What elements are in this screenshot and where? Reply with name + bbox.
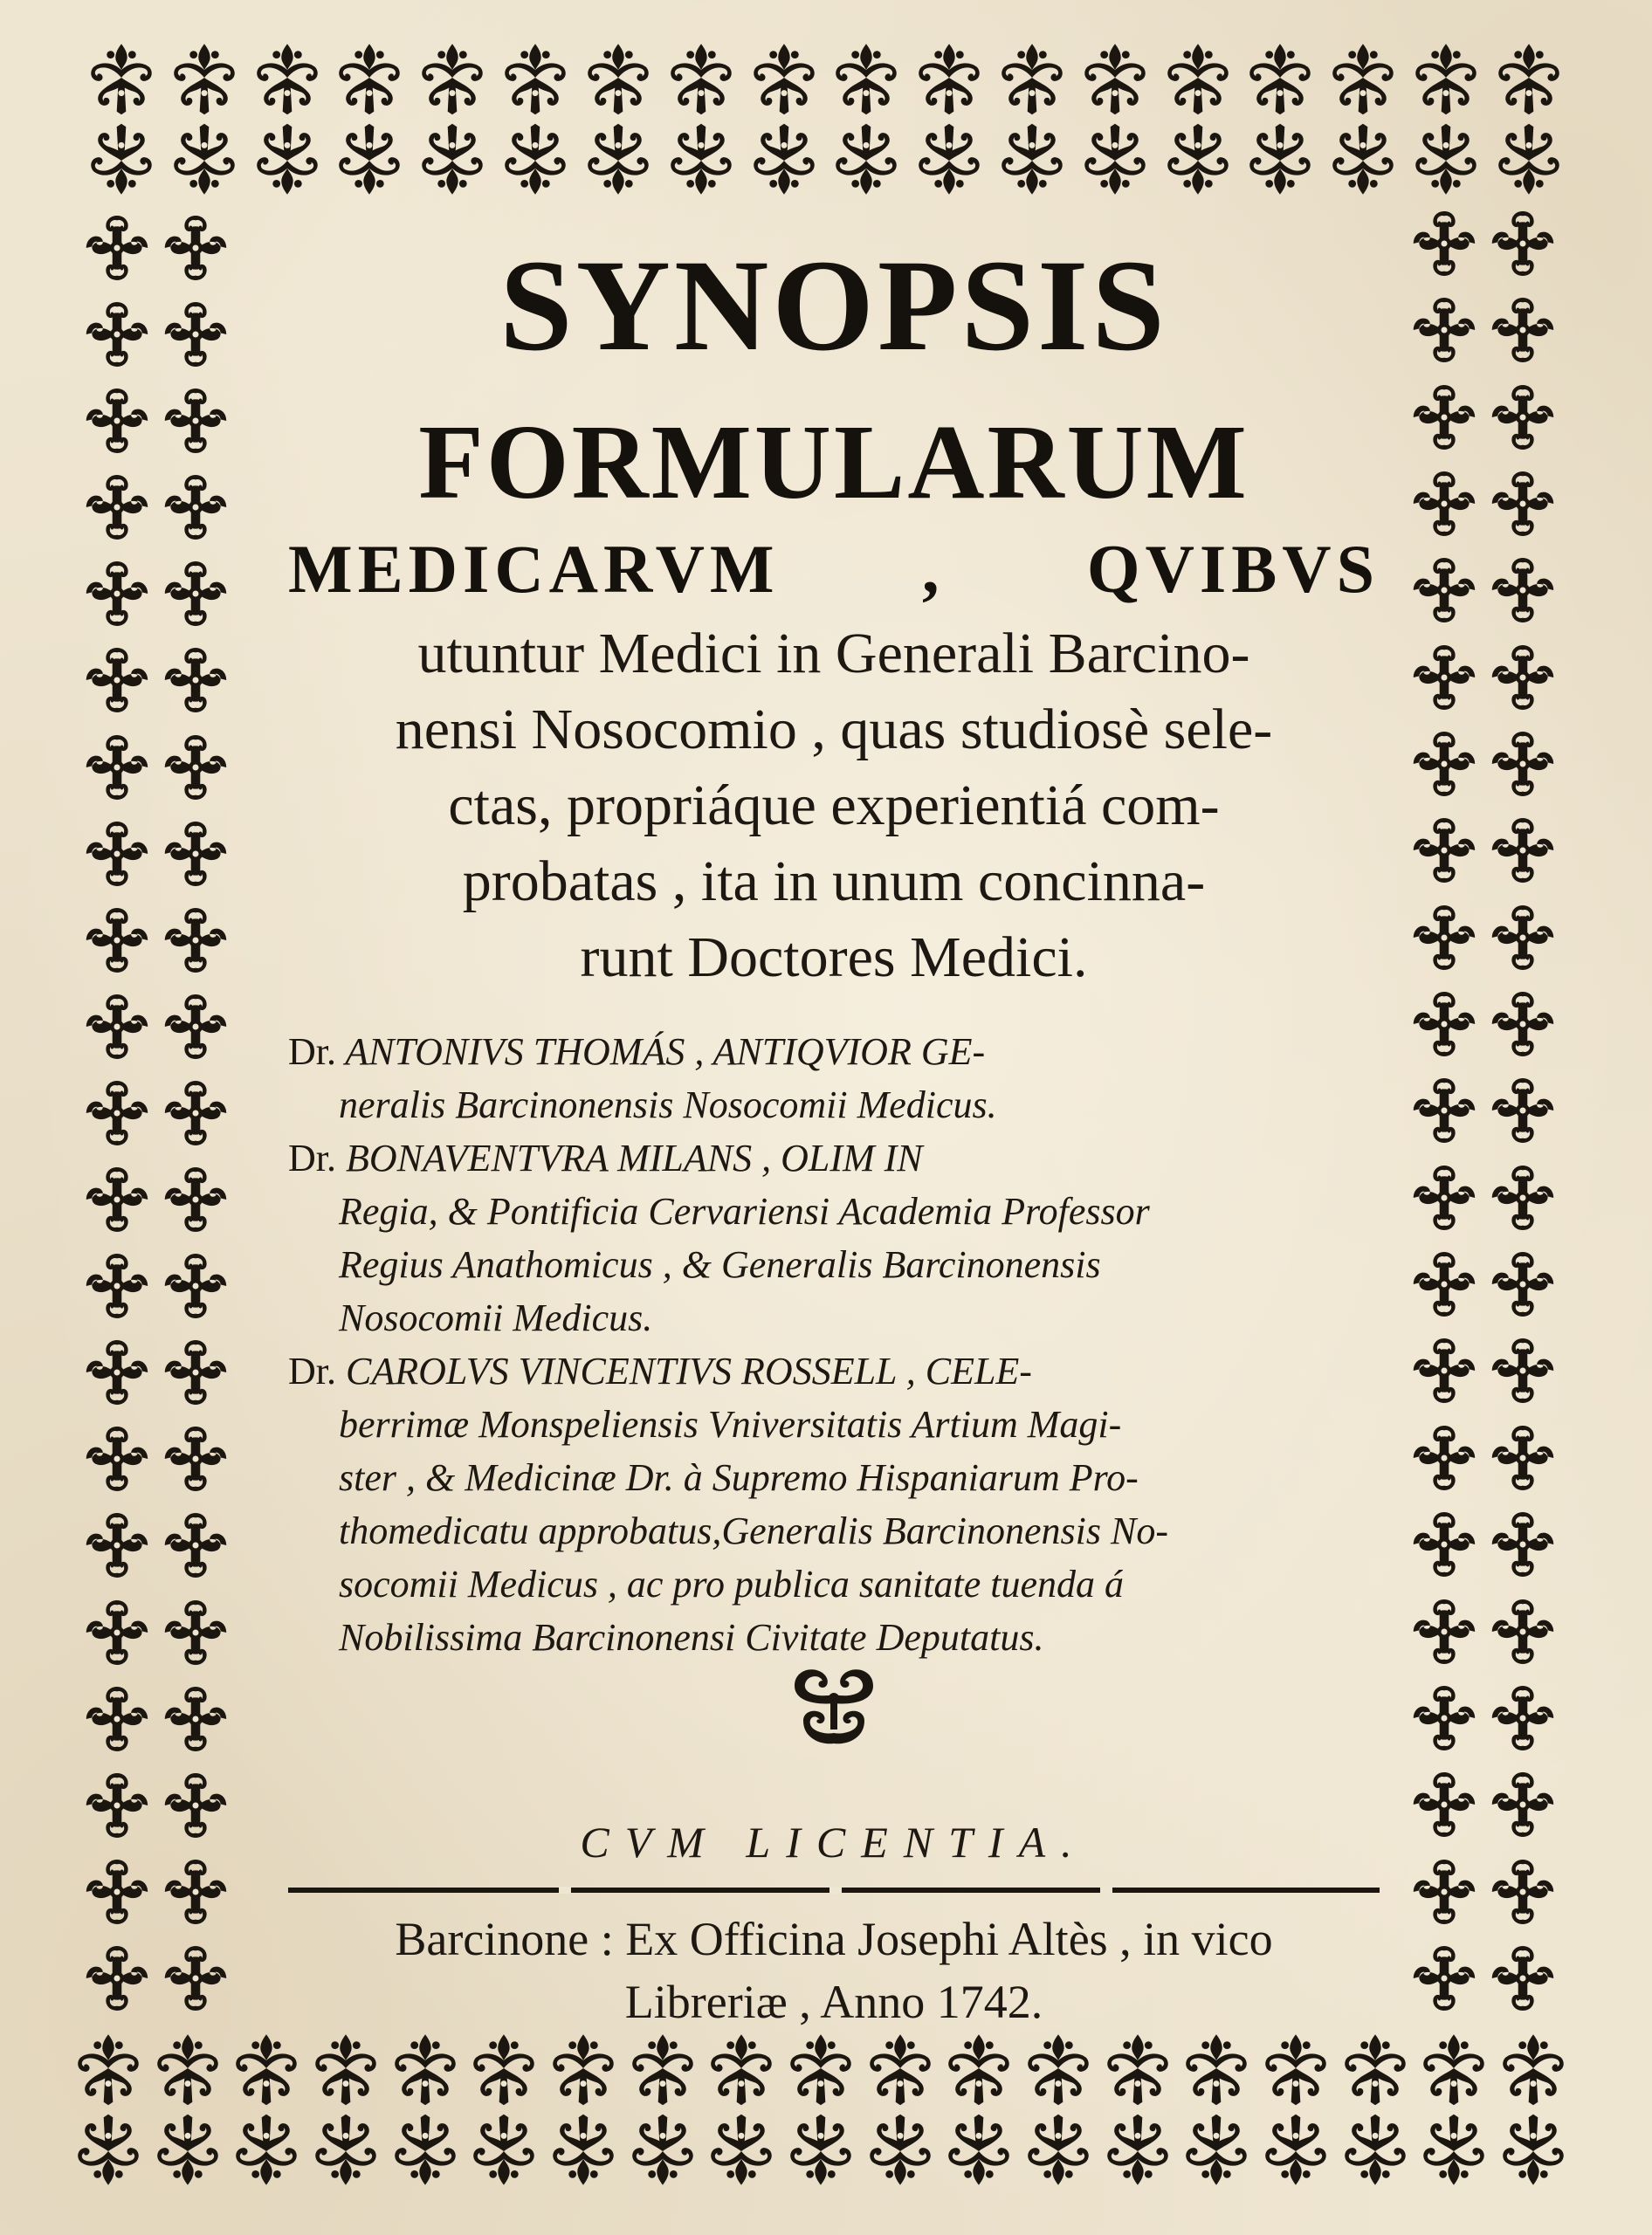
fleuron-icon [1415, 2113, 1492, 2190]
fleuron-icon [1337, 2113, 1414, 2190]
fleuron-icon [1257, 2030, 1334, 2107]
fleuron-icon [70, 2030, 147, 2107]
fleuron-icon [1408, 39, 1484, 116]
author-rossell [288, 1344, 1380, 1664]
scroll-ornament-icon [1484, 1246, 1561, 1323]
scroll-ornament-icon [1406, 726, 1483, 802]
scroll-ornament-icon [1484, 1159, 1561, 1236]
author-line: Regius Anathomicus , & Generalis Barcinonensis [339, 1243, 1101, 1286]
fleuron-icon [166, 122, 243, 199]
scroll-ornament-icon [79, 1767, 155, 1844]
scroll-ornament-icon [1484, 1766, 1561, 1843]
fleuron-icon [387, 2113, 464, 2190]
scroll-ornament-icon [1406, 1332, 1483, 1409]
border-right-col-1 [1406, 205, 1483, 2017]
border-bottom-row-1 [70, 2030, 1572, 2107]
scroll-ornament-icon [1406, 1766, 1483, 1843]
fleuron-icon [228, 2030, 305, 2107]
scroll-ornament-icon [1484, 465, 1561, 542]
scroll-ornament-icon [1484, 1332, 1561, 1409]
scroll-ornament-icon [79, 1334, 155, 1411]
fleuron-icon [1495, 2113, 1572, 2190]
scroll-ornament-icon [79, 1940, 155, 2017]
scroll-ornament-icon [1484, 552, 1561, 629]
tailpiece-ornament-icon [777, 1660, 891, 1756]
fleuron-icon [1408, 122, 1484, 199]
fleuron-icon [545, 2113, 622, 2190]
scroll-ornament-icon [157, 469, 234, 546]
fleuron-icon [994, 122, 1070, 199]
scroll-ornament-icon [1406, 986, 1483, 1062]
fleuron-icon [465, 2113, 542, 2190]
fleuron-icon [249, 39, 326, 116]
fleuron-icon [994, 39, 1070, 116]
imprint [288, 1908, 1380, 2033]
scroll-ornament-icon [157, 1681, 234, 1757]
fleuron-icon [782, 2113, 859, 2190]
scroll-ornament-icon [1484, 292, 1561, 368]
scroll-ornament-icon [79, 729, 155, 806]
scroll-ornament-icon [1484, 379, 1561, 456]
scroll-ornament-icon [157, 1161, 234, 1238]
fleuron-icon [149, 2113, 226, 2190]
author-line: Nobilissima Barcinonensi Civitate Deputatus. [339, 1616, 1044, 1659]
scroll-ornament-icon [157, 642, 234, 719]
title-block [288, 231, 1380, 2028]
scroll-ornament-icon [79, 1161, 155, 1238]
fleuron-icon [862, 2113, 939, 2190]
scroll-ornament-icon [1406, 205, 1483, 282]
fleuron-icon [307, 2030, 384, 2107]
author-milans [288, 1131, 1380, 1344]
fleuron-icon [1178, 2113, 1255, 2190]
fleuron-icon [911, 39, 988, 116]
fleuron-icon [166, 39, 243, 116]
fleuron-icon [663, 39, 740, 116]
subtitle-line: nensi Nosocomio , quas studiosè sele- [395, 698, 1273, 761]
scroll-ornament-icon [1484, 899, 1561, 976]
fleuron-icon [1495, 2030, 1572, 2107]
scroll-ornament-icon [157, 555, 234, 632]
fleuron-icon [940, 2030, 1017, 2107]
scroll-ornament-icon [1484, 1853, 1561, 1930]
scroll-ornament-icon [79, 1507, 155, 1584]
fleuron-icon [497, 39, 574, 116]
border-right-col-2 [1484, 205, 1561, 2017]
scroll-ornament-icon [79, 296, 155, 373]
scroll-ornament-icon [1484, 812, 1561, 889]
scroll-ornament-icon [157, 1594, 234, 1671]
scroll-ornament-icon [1406, 552, 1483, 629]
scroll-ornament-icon [157, 1334, 234, 1411]
scroll-ornament-icon [1406, 1853, 1483, 1930]
fleuron-icon [414, 39, 491, 116]
fleuron-icon [624, 2113, 701, 2190]
scroll-ornament-icon [1406, 1593, 1483, 1670]
license-line: CVM LICENTIA. [580, 1818, 1088, 1867]
horizontal-rule [288, 1884, 1380, 1896]
scroll-ornament-icon [79, 1594, 155, 1671]
author-line: neralis Barcinonensis Nosocomii Medicus. [339, 1083, 997, 1126]
author-line: ster , & Medicinæ Dr. à Supremo Hispaniarum Pro- [339, 1456, 1139, 1499]
fleuron-icon [1415, 2030, 1492, 2107]
scroll-ornament-icon [157, 210, 234, 286]
border-top-row-1 [83, 39, 1567, 116]
imprint-line: Libreriæ , Anno 1742. [624, 1976, 1043, 2028]
fleuron-icon [249, 122, 326, 199]
fleuron-icon [828, 122, 905, 199]
scroll-ornament-icon [157, 1248, 234, 1324]
scroll-ornament-icon [1484, 1593, 1561, 1670]
scroll-ornament-icon [1406, 1159, 1483, 1236]
scroll-ornament-icon [157, 1853, 234, 1930]
scroll-ornament-icon [1484, 1940, 1561, 2017]
scroll-ornament-icon [1484, 1072, 1561, 1149]
border-top-row-2 [83, 122, 1567, 199]
fleuron-icon [83, 122, 160, 199]
fleuron-icon [580, 122, 657, 199]
title-formularum: FORMULARUM [418, 403, 1249, 521]
author-thomas [288, 1025, 1380, 1131]
fleuron-icon [1099, 2113, 1176, 2190]
scroll-ornament-icon [1484, 986, 1561, 1062]
author-line: thomedicatu approbatus,Generalis Barcinonensis No- [339, 1509, 1168, 1552]
scroll-ornament-icon [1406, 1246, 1483, 1323]
fleuron-icon [624, 2030, 701, 2107]
author-prefix: Dr. [288, 1137, 336, 1179]
scroll-ornament-icon [1484, 726, 1561, 802]
subtitle-line: ctas, propriáque experientiá com- [448, 774, 1220, 837]
title-medicarum: MEDICARVM , QVIBVS [288, 531, 1380, 607]
subtitle-line: probatas , ita in unum concinna- [462, 849, 1206, 913]
fleuron-icon [746, 39, 823, 116]
scroll-ornament-icon [1484, 205, 1561, 282]
fleuron-icon [1490, 122, 1567, 199]
fleuron-icon [1242, 122, 1318, 199]
scroll-ornament-icon [157, 1420, 234, 1497]
fleuron-icon [1077, 39, 1153, 116]
fleuron-icon [940, 2113, 1017, 2190]
fleuron-icon [545, 2030, 622, 2107]
scroll-ornament-icon [79, 469, 155, 546]
scroll-ornament-icon [1406, 899, 1483, 976]
scroll-ornament-icon [79, 642, 155, 719]
scroll-ornament-icon [157, 296, 234, 373]
author-prefix: Dr. [288, 1030, 336, 1073]
fleuron-icon [1020, 2113, 1097, 2190]
scroll-ornament-icon [1484, 1420, 1561, 1496]
fleuron-icon [1160, 122, 1236, 199]
author-line: Regia, & Pontificia Cervariensi Academia Professor [339, 1190, 1150, 1233]
scroll-ornament-icon [157, 1767, 234, 1844]
scroll-ornament-icon [79, 1681, 155, 1757]
scroll-ornament-icon [1406, 465, 1483, 542]
scroll-ornament-icon [1406, 1940, 1483, 2017]
author-name-line: CAROLVS VINCENTIVS ROSSELL , CELE- [346, 1350, 1032, 1393]
fleuron-icon [828, 39, 905, 116]
scroll-ornament-icon [79, 902, 155, 979]
scroll-ornament-icon [79, 1075, 155, 1152]
author-prefix: Dr. [288, 1350, 336, 1393]
scroll-ornament-icon [1484, 639, 1561, 716]
fleuron-icon [1490, 39, 1567, 116]
scroll-ornament-icon [1406, 292, 1483, 368]
fleuron-icon [1325, 122, 1401, 199]
fleuron-icon [465, 2030, 542, 2107]
fleuron-icon [703, 2030, 780, 2107]
fleuron-icon [703, 2113, 780, 2190]
scroll-ornament-icon [1406, 1680, 1483, 1757]
scroll-ornament-icon [157, 902, 234, 979]
scroll-ornament-icon [157, 988, 234, 1065]
author-name-line: BONAVENTVRA MILANS , OLIM IN [346, 1137, 923, 1179]
scroll-ornament-icon [157, 382, 234, 459]
border-left-col-1 [79, 210, 155, 2017]
imprint-line: Barcinone : Ex Officina Josephi Altès , in vico [395, 1913, 1273, 1965]
fleuron-icon [331, 39, 408, 116]
fleuron-icon [70, 2113, 147, 2190]
scroll-ornament-icon [79, 1248, 155, 1324]
title-synopsis: SYNOPSIS [499, 233, 1168, 378]
scroll-ornament-icon [79, 382, 155, 459]
fleuron-icon [387, 2030, 464, 2107]
fleuron-icon [1257, 2113, 1334, 2190]
scroll-ornament-icon [157, 1075, 234, 1152]
scroll-ornament-icon [1484, 1506, 1561, 1583]
fleuron-icon [331, 122, 408, 199]
fleuron-icon [149, 2030, 226, 2107]
author-name-line: ANTONIVS THOMÁS , ANTIQVIOR GE- [345, 1030, 986, 1073]
fleuron-icon [862, 2030, 939, 2107]
scroll-ornament-icon [79, 988, 155, 1065]
subtitle [288, 615, 1380, 995]
fleuron-icon [307, 2113, 384, 2190]
scroll-ornament-icon [79, 815, 155, 892]
fleuron-icon [1337, 2030, 1414, 2107]
scroll-ornament-icon [157, 815, 234, 892]
fleuron-icon [746, 122, 823, 199]
scroll-ornament-icon [1406, 379, 1483, 456]
fleuron-icon [414, 122, 491, 199]
fleuron-icon [83, 39, 160, 116]
fleuron-icon [497, 122, 574, 199]
border-bottom-row-2 [70, 2113, 1572, 2190]
scroll-ornament-icon [79, 1420, 155, 1497]
fleuron-icon [1178, 2030, 1255, 2107]
fleuron-icon [228, 2113, 305, 2190]
scroll-ornament-icon [79, 210, 155, 286]
scroll-ornament-icon [79, 555, 155, 632]
scroll-ornament-icon [1406, 1420, 1483, 1496]
scroll-ornament-icon [1406, 812, 1483, 889]
author-line: socomii Medicus , ac pro publica sanitate tuenda á [339, 1563, 1125, 1606]
fleuron-icon [580, 39, 657, 116]
author-line: Nosocomii Medicus. [339, 1296, 653, 1339]
fleuron-icon [1020, 2030, 1097, 2107]
scroll-ornament-icon [157, 1507, 234, 1584]
scroll-ornament-icon [157, 729, 234, 806]
fleuron-icon [663, 122, 740, 199]
fleuron-icon [1242, 39, 1318, 116]
fleuron-icon [1160, 39, 1236, 116]
fleuron-icon [911, 122, 988, 199]
scroll-ornament-icon [1484, 1680, 1561, 1757]
scroll-ornament-icon [1406, 639, 1483, 716]
author-line: berrimæ Monspeliensis Vniversitatis Artium Magi- [339, 1403, 1122, 1446]
fleuron-icon [1099, 2030, 1176, 2107]
scroll-ornament-icon [1406, 1072, 1483, 1149]
scroll-ornament-icon [1406, 1506, 1483, 1583]
fleuron-icon [782, 2030, 859, 2107]
border-left-col-2 [157, 210, 234, 2017]
scroll-ornament-icon [79, 1853, 155, 1930]
subtitle-line: runt Doctores Medici. [580, 925, 1088, 989]
fleuron-icon [1077, 122, 1153, 199]
scroll-ornament-icon [157, 1940, 234, 2017]
fleuron-icon [1325, 39, 1401, 116]
subtitle-line: utuntur Medici in Generali Barcino- [417, 622, 1250, 685]
